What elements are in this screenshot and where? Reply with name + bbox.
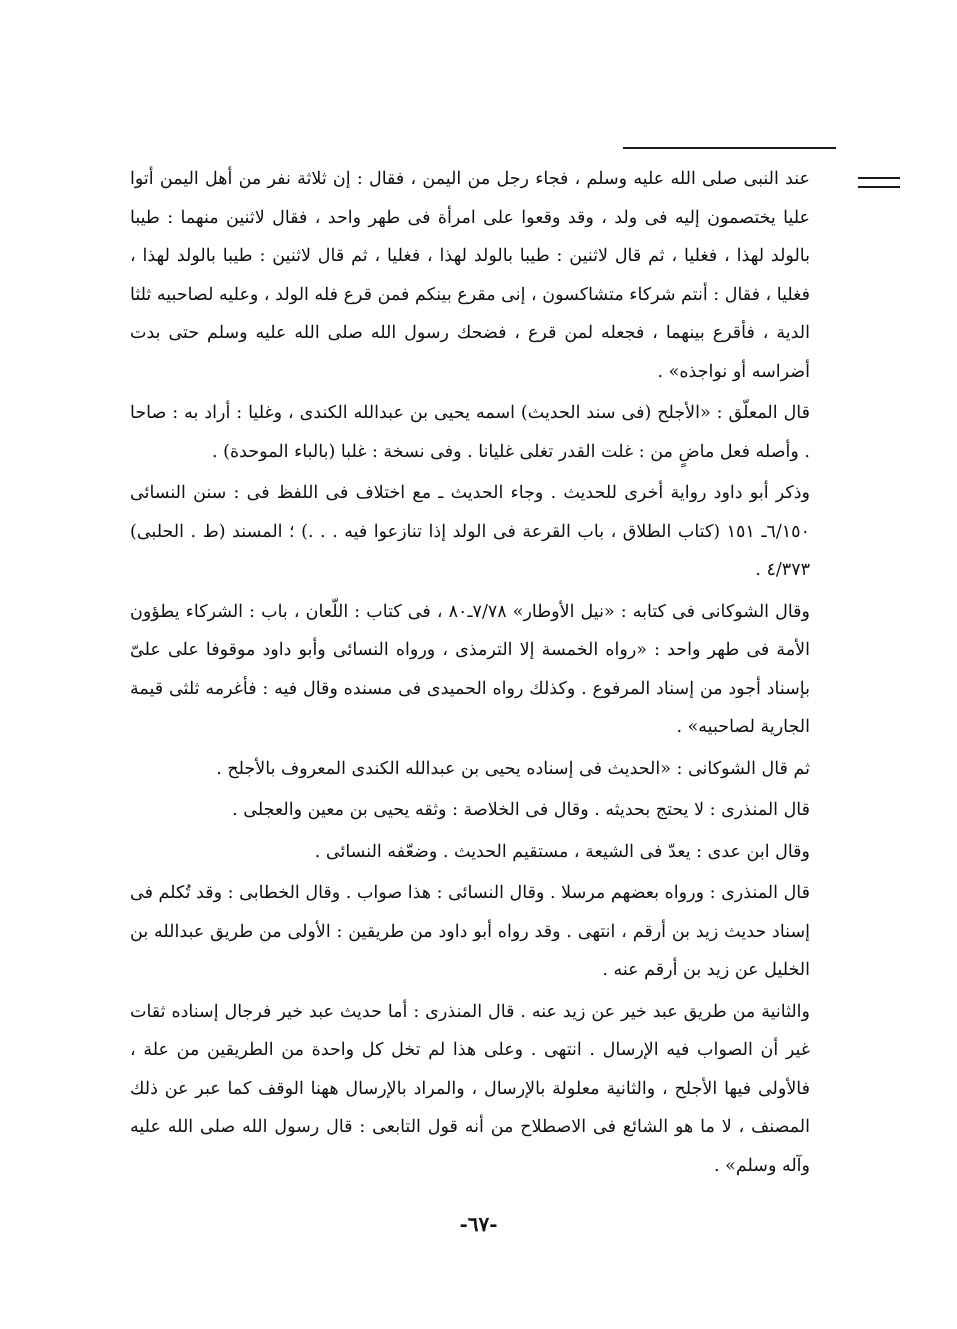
- page-number: -٦٧-: [459, 1212, 498, 1236]
- paragraph-mundhiri-1: قال المنذرى : لا يحتج بحديثه . وقال فى الخلاصة : وثقه يحيى بن معين والعجلى .: [232, 800, 810, 820]
- footnote-separator-rule: [623, 147, 836, 149]
- paragraph-shawkani-nayl: وقال الشوكانى فى كتابه : «نيل الأوطار» ٧/٧٨ـ٨٠ ، فى كتاب : اللّعان ، باب : الشركاء يطؤون الأمة فى طهر واحد : «رواه الخمسة إلا الترمذى ، ورواه النسائى وأبو داود موقوفا على علىّ بإسناد أجود من إسناد المرفوع . وكذلك رواه الحميدى فى مسنده وقال فيه : فأغرمه ثلثى قيمة الجارية لصاحبيه» .: [130, 601, 810, 737]
- paragraph-abu-dawud-references: وذكر أبو داود رواية أخرى للحديث . وجاء الحديث ـ مع اختلاف فى اللفظ فى : سنن النسائى ٦/١٥٠ـ ١٥١ (كتاب الطلاق ، باب القرعة فى الولد إذا تنازعوا فيه . . .) ؛ المسند (ط . الحلبى) ٤/٣٧٣ .: [130, 483, 810, 580]
- page-body: [130, 160, 810, 1188]
- paragraph-mundhiri-2: قال المنذرى : ورواه بعضهم مرسلا . وقال النسائى : هذا صواب . وقال الخطابى : وقد تُكلم فى إسناد حديث زيد بن أرقم ، انتهى . وقد رواه أبو داود من طريقين : الأولى من طريق عبدالله بن الخليل عن زيد بن أرقم عنه .: [130, 883, 810, 980]
- paragraph-commentator-note: قال المعلّق : «الأجلح (فى سند الحديث) اسمه يحيى بن عبدالله الكندى ، وغليا : أراد به : صاحا . وأصله فعل ماضٍ من : غلت القدر تغلى غليانا . وفى نسخة : غلبا (بالباء الموحدة) .: [130, 403, 810, 462]
- paragraph-hadith-continuation: عند النبى صلى الله عليه وسلم ، فجاء رجل من اليمن ، فقال : إن ثلاثة نفر من أهل اليمن أتوا عليا يختصمون إليه فى ولد ، وقد وقعوا على امرأة فى طهر واحد ، فقال لاثنين منهما : طيبا بالولد لهذا ، فغليا ، ثم قال لاثنين : طيبا بالولد لهذا ، فغليا ، ثم قال لاثنين : طيبا بالولد لهذا ، فغليا ، فقال : أنتم شركاء متشاكسون ، إنى مقرع بينكم فمن قرع فله الولد ، وعليه لصاحبيه ثلثا الدية ، فأقرع بينهما ، فجعله لمن قرع ، فضحك رسول الله صلى الله عليه وسلم حتى بدت أضراسه أو نواجذه» .: [130, 169, 810, 382]
- margin-double-line-mark: [858, 177, 900, 189]
- paragraph-ibn-adi: وقال ابن عدى : يعدّ فى الشيعة ، مستقيم الحديث . وضعّفه النسائى .: [314, 841, 810, 862]
- paragraph-second-route: والثانية من طريق عبد خير عن زيد عنه . قال المنذرى : أما حديث عبد خير فرجال إسناده ثقات غير أن الصواب فيه الإرسال . انتهى . وعلى هذا لم تخل كل واحدة من الطريقين من علة ، فالأولى فيها الأجلح ، والثانية معلولة بالإرسال ، والمراد بالإرسال ههنا الوقف كما عبر عن ذلك المصنف ، لا ما هو الشائع فى الاصطلاح من أنه قول التابعى : قال رسول الله صلى الله عليه وآله وسلم» .: [130, 1001, 810, 1176]
- paragraph-shawkani-isnad: ثم قال الشوكانى : «الحديث فى إسناده يحيى بن عبدالله الكندى المعروف بالأجلح .: [216, 758, 810, 779]
